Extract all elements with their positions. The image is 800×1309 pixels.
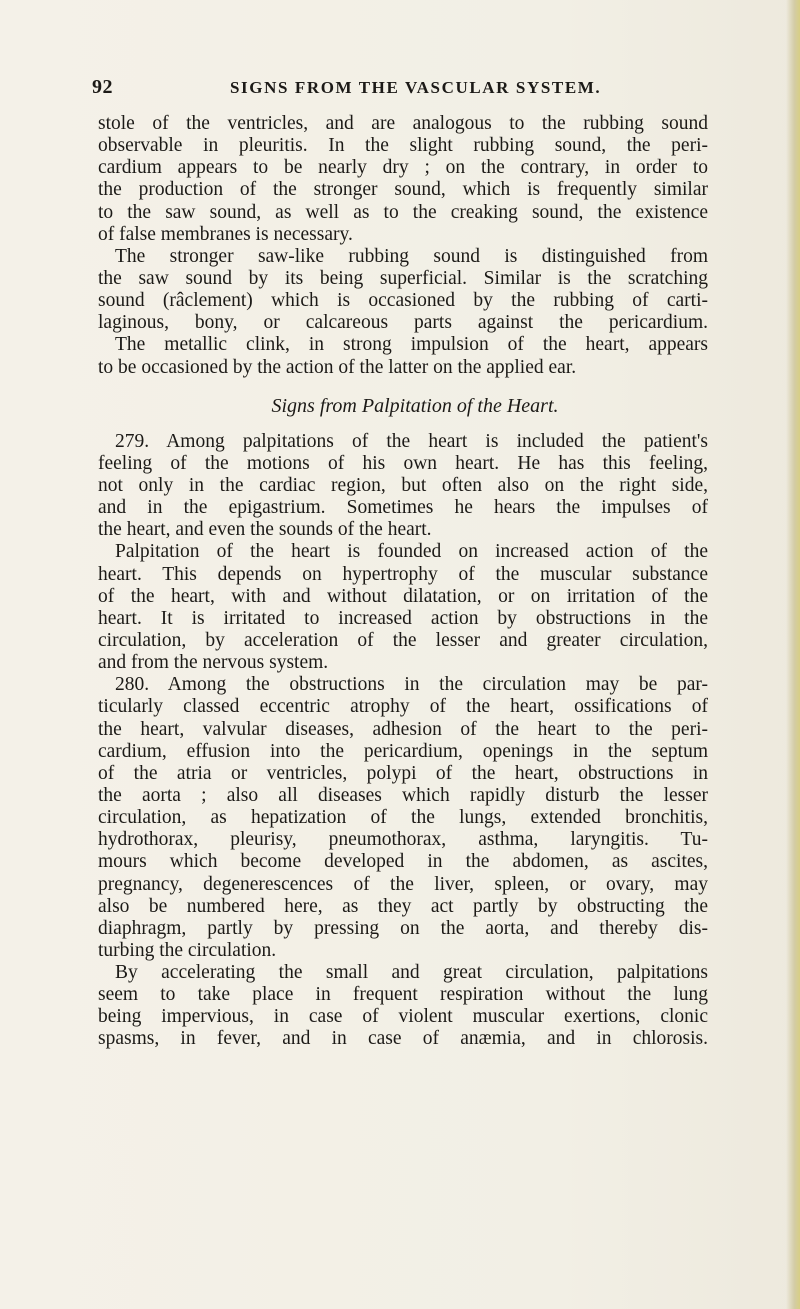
text-line: seem to take place in frequent respiration without the lung [98,984,708,1006]
text-line: spasms, in fever, and in case of anæmia, and in chlorosis. [98,1028,708,1050]
text-line: cardium, effusion into the pericardium, openings in the septum [98,740,708,762]
text-line: to be occasioned by the action of the latter on the applied ear. [98,356,577,378]
text-line: Palpitation of the heart is founded on increased action of the [115,541,708,563]
text-line: 280. Among the obstructions in the circulation may be par- [115,674,708,696]
section-heading [98,391,708,421]
text-line: hydrothorax, pleurisy, pneumothorax, asthma, laryngitis. Tu- [98,829,708,851]
text-line: mours which become developed in the abdomen, as ascites, [98,851,708,873]
text-line: the aorta ; also all diseases which rapidly disturb the lesser [98,784,708,806]
text-line: laginous, bony, or calcareous parts against the pericardium. [98,312,708,334]
text-line: sound (râclement) which is occasioned by the rubbing of carti- [98,290,708,312]
text-line: the heart, and even the sounds of the heart. [98,519,432,541]
text-line: being impervious, in case of violent muscular exertions, clonic [98,1006,708,1028]
text-line: The stronger saw-like rubbing sound is distinguished from [115,245,708,267]
text-line: turbing the circulation. [98,939,277,961]
text-line: observable in pleuritis. In the slight rubbing sound, the peri- [98,135,708,157]
text-line: the saw sound by its being superficial. Similar is the scratching [98,267,708,289]
text-line: ticularly classed eccentric atrophy of the heart, ossifications of [98,696,708,718]
text-line: feeling of the motions of his own heart. He has this feeling, [98,452,708,474]
text-line: of the heart, with and without dilatation, or on irritation of the [98,585,708,607]
page-number: 92 [92,76,113,98]
text-line: the production of the stronger sound, which is frequently similar [98,179,708,201]
text-line: heart. This depends on hypertrophy of the muscular substance [98,563,708,585]
text-line: and from the nervous system. [98,652,329,674]
text-line: The metallic clink, in strong impulsion of the heart, appears [115,334,708,356]
text-line: of false membranes is necessary. [98,223,353,245]
text-line: and in the epigastrium. Sometimes he hears the impulses of [98,497,708,519]
text-line: not only in the cardiac region, but often also on the right side, [98,474,708,496]
text-line: circulation, by acceleration of the lesser and greater circulation, [98,629,708,651]
text-line: of the atria or ventricles, polypi of the heart, obstructions in [98,762,708,784]
body-text [98,113,708,1051]
page-edge-shadow [786,0,800,1309]
text-line: also be numbered here, as they act partly by obstructing the [98,895,708,917]
text-line: stole of the ventricles, and are analogous to the rubbing sound [98,113,708,134]
text-line: heart. It is irritated to increased action by obstructions in the [98,607,708,629]
text-line: pregnancy, degenerescences of the liver, spleen, or ovary, may [98,873,708,895]
text-line: circulation, as hepatization of the lungs, extended bronchitis, [98,807,708,829]
running-head [92,76,712,100]
text-line: the heart, valvular diseases, adhesion of the heart to the peri- [98,718,708,740]
text-line: 279. Among palpitations of the heart is included the patient's [115,430,708,452]
section-heading-text: Signs from Palpitation of the Heart. [271,394,559,417]
text-line: diaphragm, partly by pressing on the aorta, and thereby dis- [98,917,708,939]
text-line: to the saw sound, as well as to the creaking sound, the existence [98,201,708,223]
running-head-title: SIGNS FROM THE VASCULAR SYSTEM. [230,78,602,97]
text-line: cardium appears to be nearly dry ; on the contrary, in order to [98,157,708,179]
text-line: By accelerating the small and great circulation, palpitations [115,962,708,984]
